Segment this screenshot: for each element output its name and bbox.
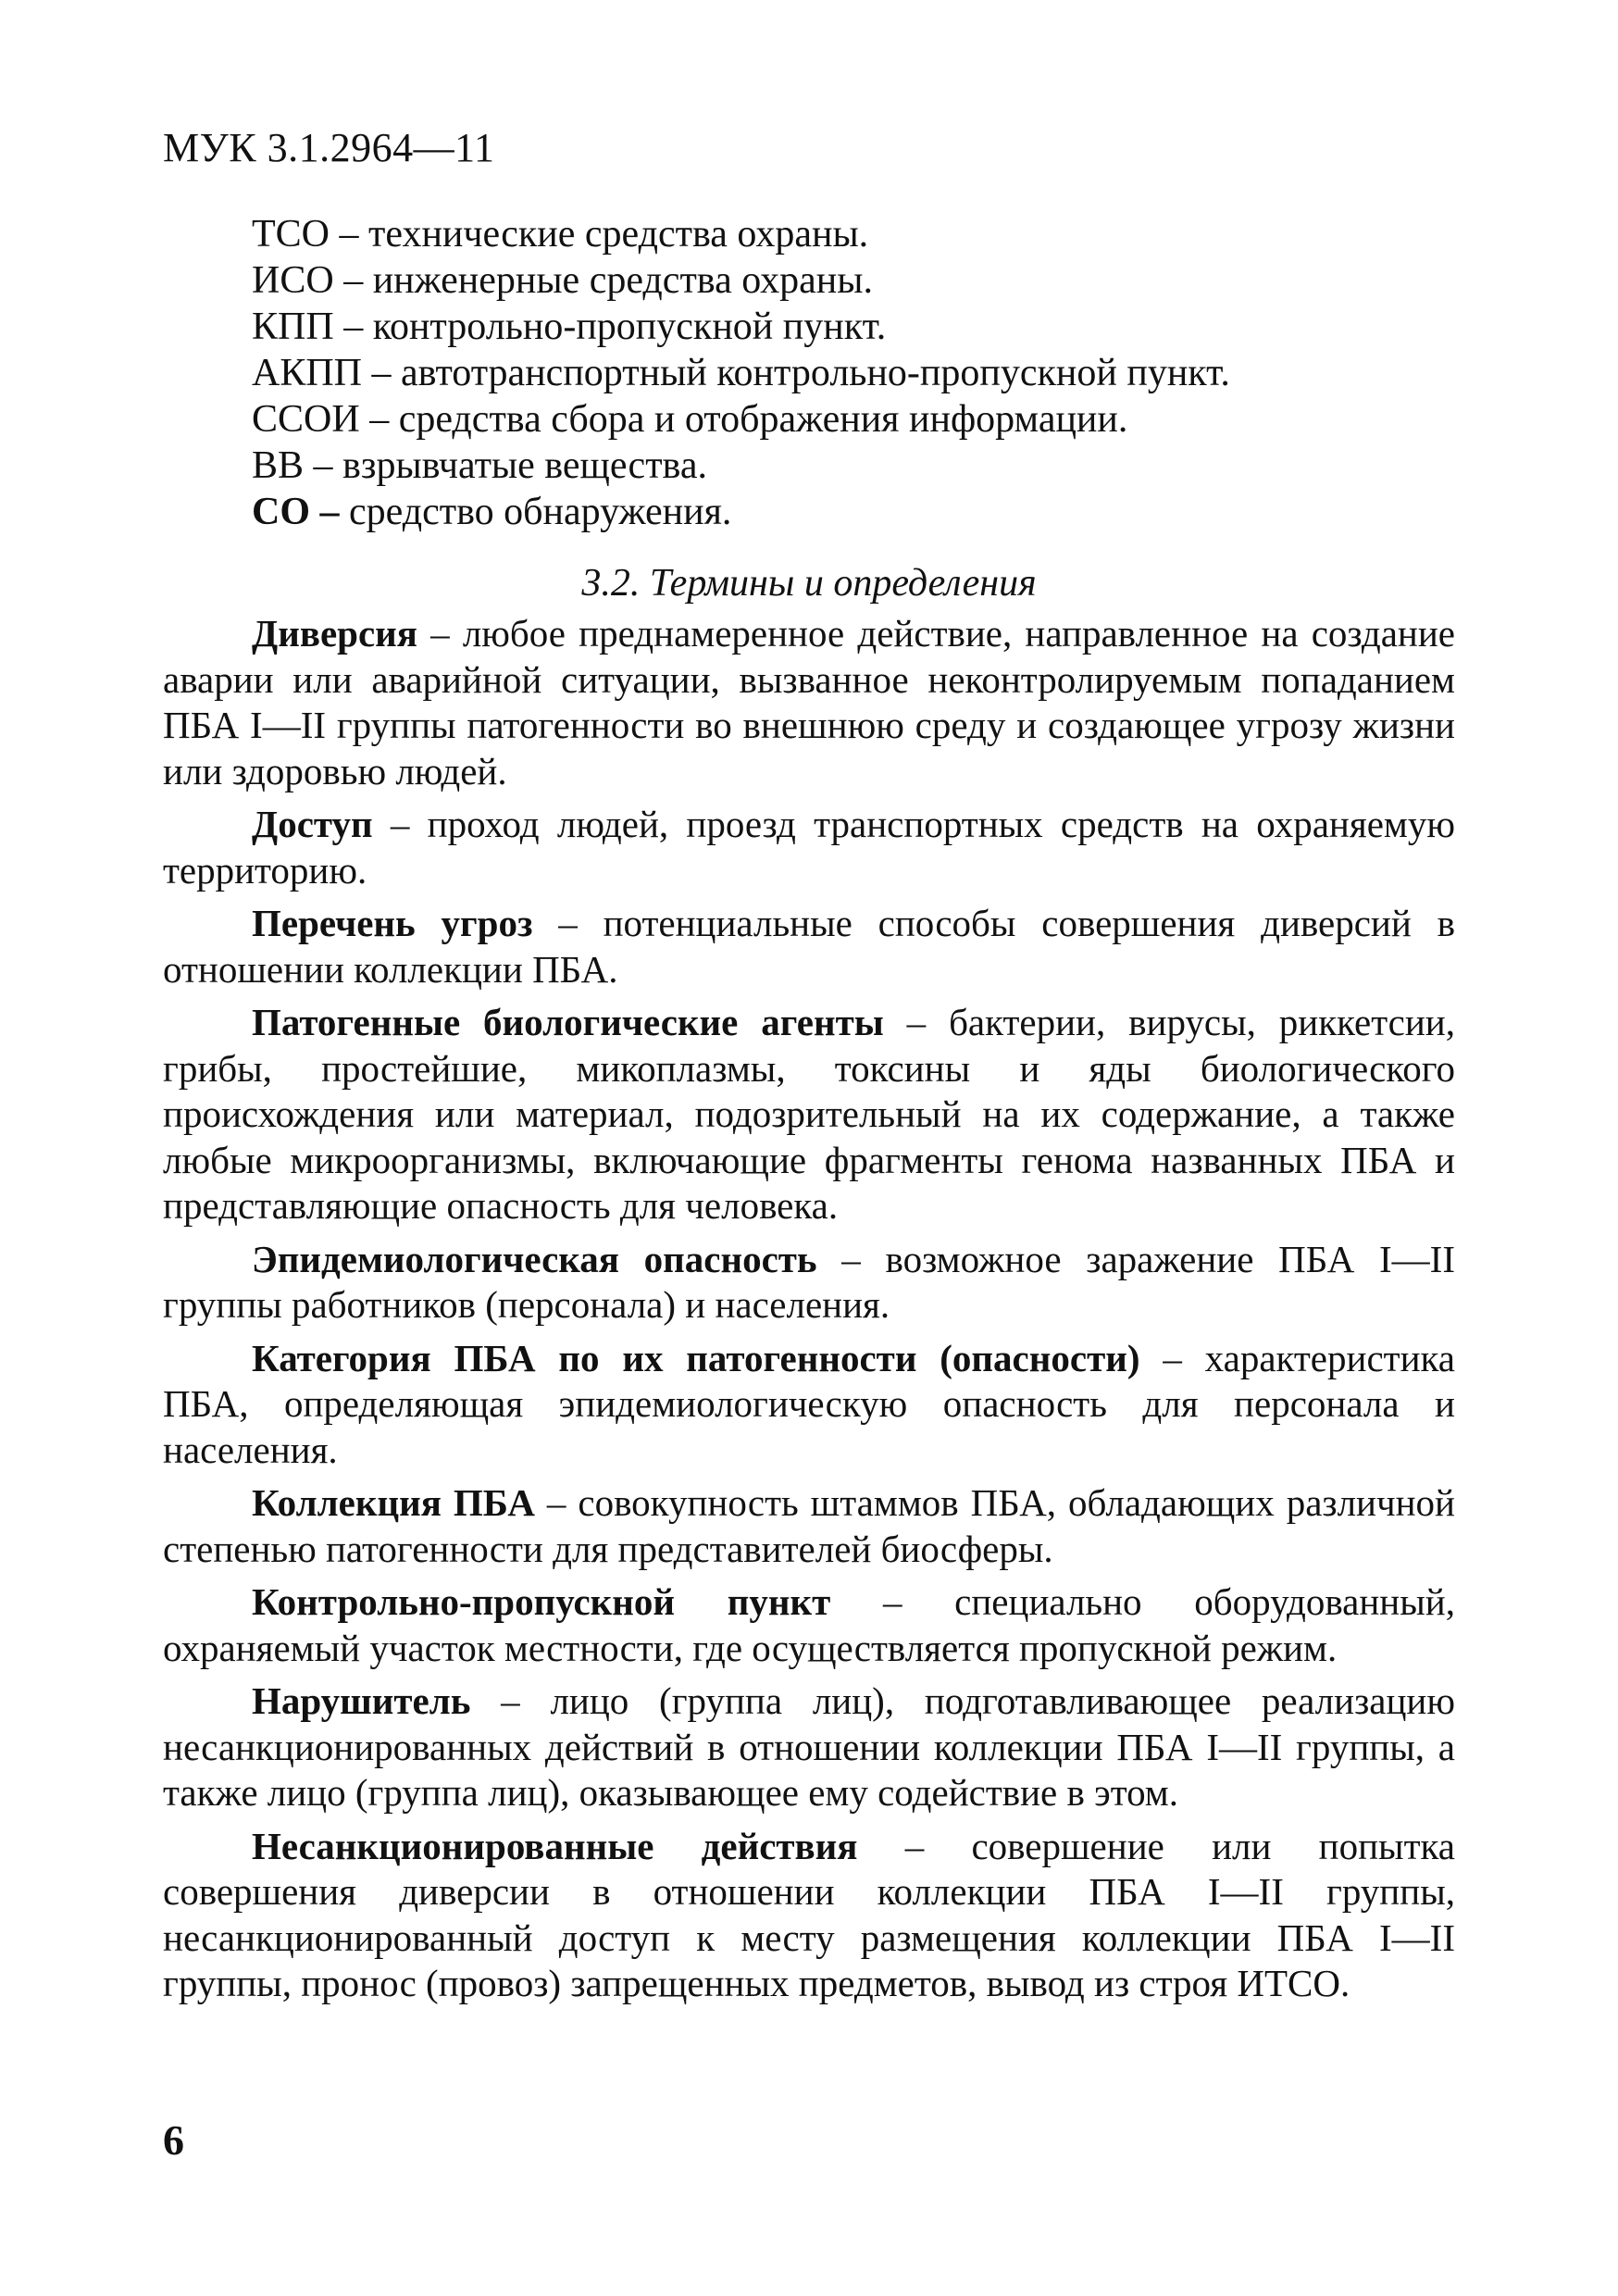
abbreviation-definition: технические средства охраны. [368, 213, 869, 256]
term-name: Несанкционированные действия [252, 1824, 858, 1867]
abbreviation-separator: – [359, 398, 399, 441]
term-entry [163, 1579, 1455, 1671]
abbreviation-term: ССОИ [252, 398, 360, 441]
term-name: Контрольно-пропускной пункт [252, 1580, 831, 1623]
term-name: Доступ [252, 803, 373, 845]
term-definition: – любое преднамеренное действие, направленное на создание аварии или аварийной ситуации, вызванное неконтролируемым попаданием ПБА I—II группы патогенности во внешнюю среду и создающее угрозу жизни или здоровью людей. [163, 612, 1455, 792]
term-definition: – потенциальные способы совершения диверсий в отношении коллекции ПБА. [163, 902, 1455, 991]
terms-list [163, 611, 1455, 2015]
abbreviation-item [252, 350, 1455, 396]
term-definition: – характеристика ПБА, определяющая эпидемиологическую опасность для персонала и населения. [163, 1336, 1456, 1471]
term-definition: – бактерии, вирусы, риккетсии, грибы, простейшие, микоплазмы, токсины и яды биологического происхождения или материал, подозрительный на их содержание, а также любые микроорганизмы, включающие фрагменты генома названных ПБА и представляющие опасность для человека. [163, 1001, 1455, 1227]
term-name: Патогенные биологические агенты [252, 1001, 884, 1043]
abbreviation-term: СО [252, 491, 310, 533]
abbreviation-separator: – [304, 444, 343, 487]
term-definition: – лицо (группа лиц), подготавливающее реализацию несанкционированных действий в отношении коллекции ПБА I—II группы, а также лицо (группа лиц), оказывающее ему содействие в этом. [163, 1679, 1455, 1814]
term-entry [163, 1678, 1455, 1816]
abbreviation-item [252, 396, 1455, 443]
abbreviation-separator: – [362, 352, 402, 394]
term-entry [163, 1000, 1455, 1229]
abbreviation-term: ТСО [252, 213, 330, 256]
page-number: 6 [163, 2116, 184, 2164]
abbreviation-term: КПП [252, 306, 334, 348]
term-name: Нарушитель [252, 1679, 471, 1722]
term-entry [163, 611, 1455, 794]
abbreviation-separator: – [310, 491, 349, 533]
abbreviation-term: АКПП [252, 352, 363, 394]
term-definition: – возможное заражение ПБА I—II группы работников (персонала) и населения. [163, 1237, 1455, 1326]
abbreviation-definition: контрольно-пропускной пункт. [372, 306, 887, 348]
term-entry [163, 1480, 1455, 1572]
term-definition: – проход людей, проезд транспортных средств на охраняемую территорию. [163, 803, 1455, 892]
term-entry [163, 901, 1455, 992]
abbreviation-definition: средство обнаружения. [349, 491, 732, 533]
abbreviation-item [252, 304, 1455, 350]
term-definition: – совокупность штаммов ПБА, обладающих различной степенью патогенности для представителей биосферы. [163, 1481, 1455, 1570]
term-name: Коллекция ПБА [252, 1481, 535, 1524]
abbreviation-term: ВВ [252, 444, 305, 487]
term-name: Диверсия [252, 612, 417, 655]
abbreviation-item [252, 443, 1455, 489]
abbreviation-definition: средства сбора и отображения информации. [398, 398, 1128, 441]
section-title: 3.2. Термины и определения [581, 562, 1037, 605]
term-entry [163, 1824, 1455, 2007]
term-name: Перечень угроз [252, 902, 533, 944]
abbreviation-separator: – [333, 259, 373, 302]
term-name: Категория ПБА по их патогенности (опасности) [252, 1336, 1140, 1379]
term-entry [163, 1336, 1455, 1474]
abbreviation-separator: – [330, 213, 368, 256]
term-entry [163, 1237, 1455, 1329]
document-code-header: МУК 3.1.2964—11 [163, 125, 495, 170]
abbreviation-definition: инженерные средства охраны. [372, 259, 874, 302]
term-definition: – специально оборудованный, охраняемый участок местности, где осуществляется пропускной режим. [163, 1580, 1455, 1669]
abbreviation-term: ИСО [252, 259, 334, 302]
abbreviation-item [252, 257, 1455, 304]
abbreviation-item [252, 489, 1455, 535]
abbreviation-definition: автотранспортный контрольно-пропускной пункт. [401, 352, 1230, 394]
abbreviation-separator: – [333, 306, 373, 348]
abbreviation-definition: взрывчатые вещества. [342, 444, 707, 487]
term-definition: – совершение или попытка совершения диверсии в отношении коллекции ПБА I—II группы, несанкционированный доступ к месту размещения коллекции ПБА I—II группы, пронос (провоз) запрещенных предметов, вывод из строя ИТСО. [163, 1824, 1455, 2004]
abbreviations-list [252, 211, 1455, 535]
term-entry [163, 802, 1455, 893]
abbreviation-item [252, 211, 1455, 257]
term-name: Эпидемиологическая опасность [252, 1237, 817, 1280]
